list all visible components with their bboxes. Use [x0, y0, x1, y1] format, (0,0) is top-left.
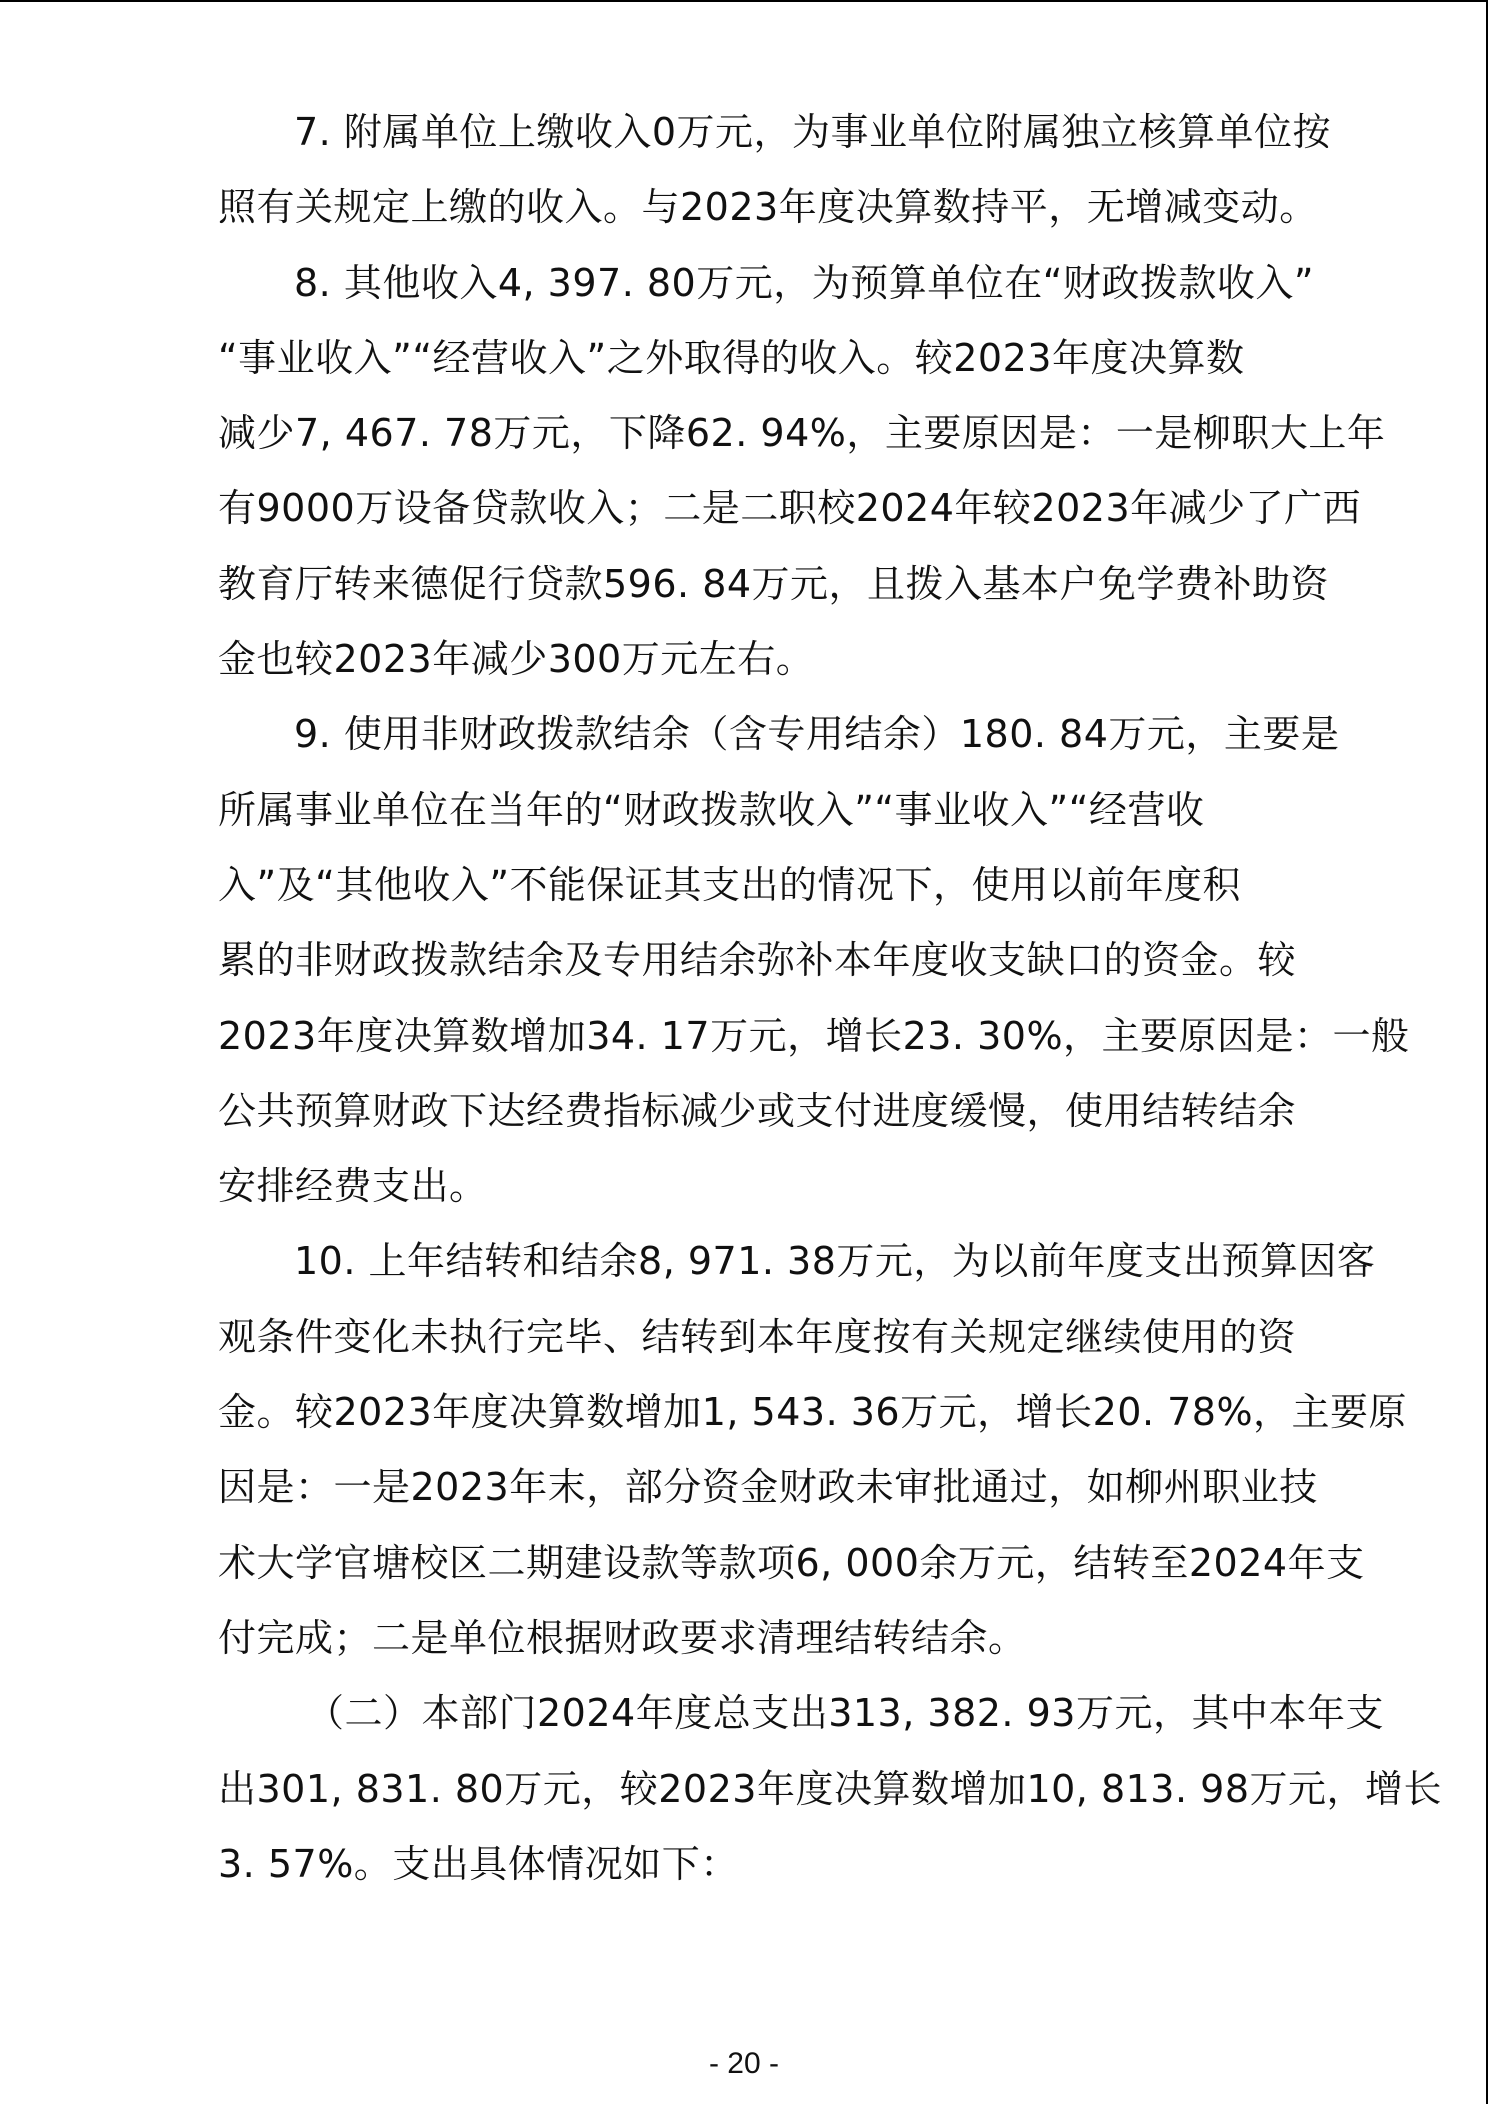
text-line: 安排经费支出。: [218, 1164, 488, 1209]
text-line: 付完成；二是单位根据财政要求清理结转结余。: [218, 1615, 1027, 1660]
text-line-item8-start: 8. 其他收入4, 397. 80万元，为预算单位在“财政拨款收入”: [294, 260, 1315, 305]
text-line-item9-start: 9. 使用非财政拨款结余（含专用结余）180. 84万元，主要是: [294, 712, 1340, 757]
text-line: 公共预算财政下达经费指标减少或支付进度缓慢，使用结转结余: [218, 1088, 1297, 1133]
text-line: 有9000万设备贷款收入；二是二职校2024年较2023年减少了广西: [218, 486, 1362, 531]
text-line: 观条件变化未执行完毕、结转到本年度按有关规定继续使用的资: [218, 1314, 1297, 1359]
text-line: 金也较2023年减少300万元左右。: [218, 637, 815, 682]
text-line: 减少7, 467. 78万元，下降62. 94%，主要原因是：一是柳职大上年: [218, 411, 1386, 456]
text-line-item7-start: 7. 附属单位上缴收入0万元，为事业单位附属独立核算单位按: [294, 110, 1332, 154]
text-line: 因是：一是2023年末，部分资金财政未审批通过，如柳州职业技: [218, 1465, 1318, 1510]
text-line: 3. 57%。支出具体情况如下：: [218, 1841, 739, 1886]
document-body: [218, 95, 1442, 1902]
text-line: 入”及“其他收入”不能保证其支出的情况下，使用以前年度积: [218, 862, 1242, 907]
text-line: 出301, 831. 80万元，较2023年度决算数增加10, 813. 98万元，增长: [218, 1766, 1442, 1811]
text-line: 照有关规定上缴的收入。与2023年度决算数持平，无增减变动。: [218, 185, 1318, 230]
text-line: 教育厅转来德促行贷款596. 84万元，且拨入基本户免学费补助资: [218, 561, 1330, 606]
text-line: 术大学官塘校区二期建设款等款项6, 000余万元，结转至2024年支: [218, 1540, 1365, 1585]
top-border-line: [0, 0, 1488, 2]
text-line: 所属事业单位在当年的“财政拨款收入”“事业收入”“经营收: [218, 787, 1205, 832]
text-line: 累的非财政拨款结余及专用结余弥补本年度收支缺口的资金。较: [218, 938, 1297, 983]
text-line: “事业收入”“经营收入”之外取得的收入。较2023年度决算数: [218, 335, 1245, 380]
text-line-item10-start: 10. 上年结转和结余8, 971. 38万元，为以前年度支出预算因客: [294, 1239, 1376, 1284]
text-line: 2023年度决算数增加34. 17万元，增长23. 30%，主要原因是：一般: [218, 1013, 1410, 1058]
text-line-section2-start: （二）本部门2024年度总支出313, 382. 93万元，其中本年支: [306, 1691, 1384, 1736]
page-number: - 20 -: [708, 2047, 780, 2080]
text-line: 金。较2023年度决算数增加1, 543. 36万元，增长20. 78%，主要原: [218, 1390, 1408, 1435]
